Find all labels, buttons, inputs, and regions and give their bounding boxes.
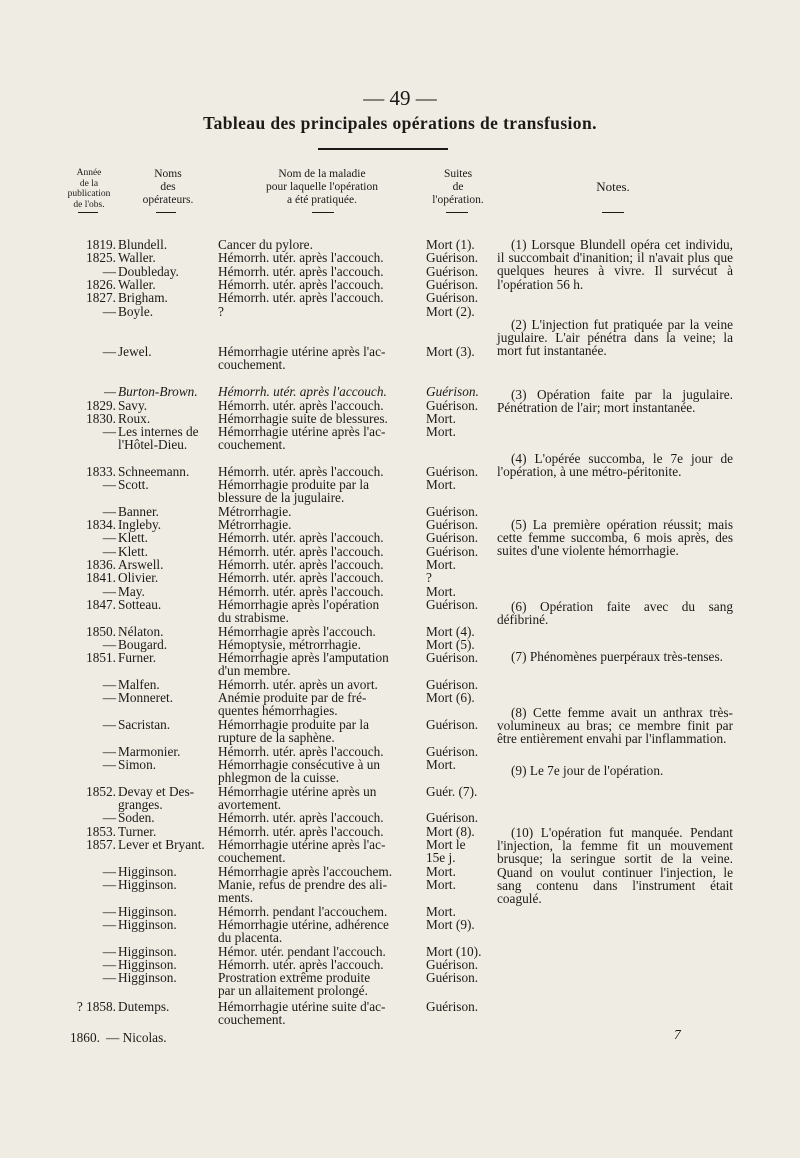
- table-result-cell: Guérison.: [426, 677, 479, 692]
- header-year: Année de la publication de l'obs.: [67, 168, 111, 210]
- table-disease-cell: Anémie produite par de fré- quentes hémorrhagies.: [218, 690, 367, 719]
- table-disease-cell: ?: [218, 304, 224, 319]
- table-name-cell: Higginson.: [118, 944, 177, 959]
- table-name-cell: Savy.: [118, 398, 148, 413]
- table-year-cell: —: [102, 584, 116, 599]
- table-name-cell: Malfen.: [118, 677, 160, 692]
- table-year-cell: —: [102, 757, 116, 772]
- table-result-cell: Guérison.: [426, 970, 479, 985]
- table-name-cell: Marmonier.: [118, 744, 181, 759]
- table-disease-cell: Hémorrh. utér. après l'accouch.: [218, 250, 384, 265]
- table-result-cell: Mort (1).: [426, 237, 475, 252]
- table-year-cell: 1847.: [86, 597, 116, 612]
- table-result-cell: Mort.: [426, 864, 456, 879]
- table-name-cell: Les internes de l'Hôtel-Dieu.: [118, 424, 199, 453]
- table-result-cell: Mort.: [426, 411, 456, 426]
- table-name-cell: Klett.: [118, 544, 148, 559]
- table-year-cell: —: [102, 477, 116, 492]
- table-year-cell: —: [102, 424, 116, 439]
- table-disease-cell: Hémoptysie, métrorrhagie.: [218, 637, 361, 652]
- table-year-cell: 1851.: [86, 650, 116, 665]
- table-year-cell: —: [102, 970, 116, 985]
- table-result-cell: Guérison.: [426, 530, 479, 545]
- table-year-cell: —: [102, 344, 116, 359]
- table-disease-cell: Manie, refus de prendre des ali- ments.: [218, 877, 388, 906]
- table-year-cell: 1819.: [86, 237, 116, 252]
- table-name-cell: Schneemann.: [118, 464, 190, 479]
- table-result-cell: Mort le 15e j.: [426, 837, 466, 866]
- table-disease-cell: Hémorrhagie suite de blessures.: [218, 411, 388, 426]
- table-disease-cell: Hémorrhagie utérine suite d'ac- couchement.: [218, 999, 386, 1028]
- table-name-cell: Simon.: [118, 757, 157, 772]
- table-disease-cell: Hémorrh. utér. après l'accouch.: [218, 810, 384, 825]
- table-result-cell: Mort.: [426, 424, 456, 439]
- table-year-cell: —: [102, 304, 116, 319]
- table-name-cell: May.: [118, 584, 145, 599]
- table-year-cell: —: [102, 957, 116, 972]
- table-name-cell: Higginson.: [118, 904, 177, 919]
- footer-year: 1860.: [70, 1030, 100, 1045]
- table-name-cell: Boyle.: [118, 304, 154, 319]
- table-year-cell: —: [102, 544, 116, 559]
- header-dash: [156, 212, 176, 213]
- table-result-cell: Mort.: [426, 477, 456, 492]
- table-disease-cell: Hémorrh. utér. après l'accouch.: [218, 398, 384, 413]
- table-disease-cell: Hémorrh. utér. après l'accouch.: [218, 584, 384, 599]
- table-result-cell: Guérison.: [426, 264, 479, 279]
- table-disease-cell: Hémorrhagie produite par la rupture de la saphène.: [218, 717, 370, 746]
- table-result-cell: Mort.: [426, 877, 456, 892]
- table-name-cell: Dutemps.: [118, 999, 170, 1014]
- page-number: — 49 —: [363, 86, 437, 110]
- table-year-cell: —: [102, 690, 116, 705]
- table-disease-cell: Métrorrhagie.: [218, 504, 292, 519]
- table-result-cell: Mort (4).: [426, 624, 475, 639]
- table-year-cell: 1841.: [86, 570, 116, 585]
- table-name-cell: Bougard.: [118, 637, 168, 652]
- table-disease-cell: Hémorrh. utér. après l'accouch.: [218, 557, 384, 572]
- table-year-cell: —: [102, 810, 116, 825]
- table-result-cell: ?: [426, 570, 432, 585]
- table-year-cell: —: [102, 917, 116, 932]
- header-names: Noms des opérateurs.: [142, 168, 194, 206]
- table-result-cell: Guérison.: [426, 504, 479, 519]
- table-result-cell: Guérison.: [426, 810, 479, 825]
- table-result-cell: Mort (9).: [426, 917, 475, 932]
- table-result-cell: Guérison.: [426, 384, 479, 399]
- table-disease-cell: Hémorrhagie consécutive à un phlegmon de la cuisse.: [218, 757, 381, 786]
- table-disease-cell: Hémorrh. utér. après un avort.: [218, 677, 378, 692]
- table-name-cell: Furner.: [118, 650, 157, 665]
- table-name-cell: Banner.: [118, 504, 159, 519]
- table-disease-cell: Hémor. utér. pendant l'accouch.: [218, 944, 386, 959]
- table-result-cell: Guérison.: [426, 277, 479, 292]
- table-result-cell: Guérison.: [426, 717, 479, 732]
- table-result-cell: Mort.: [426, 757, 456, 772]
- note-3: (3) Opération faite par la jugulaire. Pénétration de l'air; mort instantanée.: [497, 387, 733, 416]
- table-disease-cell: Hémorrh. utér. après l'accouch.: [218, 464, 384, 479]
- table-year-cell: 1825.: [86, 250, 116, 265]
- header-result: Suites de l'opération.: [432, 168, 484, 206]
- table-disease-cell: Hémorrh. pendant l'accouchem.: [218, 904, 388, 919]
- table-result-cell: Guérison.: [426, 250, 479, 265]
- table-disease-cell: Hémorrhagie utérine, adhérence du placenta.: [218, 917, 389, 946]
- table-year-cell: 1829.: [86, 398, 116, 413]
- note-7: (7) Phénomènes puerpéraux très-tenses.: [511, 649, 723, 664]
- table-result-cell: Guérison.: [426, 464, 479, 479]
- table-year-cell: —: [102, 504, 116, 519]
- table-year-cell: 1833.: [86, 464, 116, 479]
- table-disease-cell: Cancer du pylore.: [218, 237, 313, 252]
- table-year-cell: —: [104, 384, 116, 399]
- table-result-cell: Guérison.: [426, 999, 479, 1014]
- table-name-cell: Brigham.: [118, 290, 168, 305]
- table-disease-cell: Hémorrh. utér. après l'accouch.: [218, 277, 384, 292]
- header-dash: [602, 212, 624, 213]
- table-name-cell: Higginson.: [118, 877, 177, 892]
- note-5: (5) La première opération réussit; mais cette femme succomba, 6 mois après, des suites d'une violente hémorrhagie.: [497, 517, 733, 559]
- table-year-cell: —: [102, 530, 116, 545]
- table-result-cell: Mort (2).: [426, 304, 475, 319]
- table-year-cell: 1852.: [86, 784, 116, 799]
- table-disease-cell: Hémorrhagie utérine après l'ac- couchement.: [218, 424, 386, 453]
- note-4: (4) L'opérée succomba, le 7e jour de l'opération, à une métro-péritonite.: [497, 451, 733, 480]
- table-name-cell: Scott.: [118, 477, 149, 492]
- table-disease-cell: Hémorrh. utér. après l'accouch.: [218, 957, 384, 972]
- header-dash: [446, 212, 468, 213]
- table-name-cell: Higginson.: [118, 917, 177, 932]
- footer-name: — Nicolas.: [106, 1030, 167, 1045]
- table-disease-cell: Hémorrhagie utérine après l'ac- couchement.: [218, 344, 386, 373]
- table-disease-cell: Hémorrh. utér. après l'accouch.: [218, 570, 384, 585]
- table-year-cell: 1827.: [86, 290, 116, 305]
- table-result-cell: Mort (6).: [426, 690, 475, 705]
- table-name-cell: Blundell.: [118, 237, 168, 252]
- note-6: (6) Opération faite avec du sang défibriné.: [497, 599, 733, 628]
- table-disease-cell: Hémorrhagie après l'opération du strabisme.: [218, 597, 380, 626]
- note-10: (10) L'opération fut manquée. Pendant l'injection, la femme fit un mouvement brusque; la seringue sortit de la veine. Quand on voulut continuer l'injection, le sang contenu dans l'instrument était coagulé.: [497, 825, 733, 907]
- table-name-cell: Turner.: [118, 824, 157, 839]
- header-dash: [312, 212, 334, 213]
- header-notes: Notes.: [596, 179, 630, 194]
- table-name-cell: Waller.: [118, 277, 156, 292]
- note-9: (9) Le 7e jour de l'opération.: [511, 763, 664, 778]
- table-disease-cell: Hémorrhagie produite par la blessure de la jugulaire.: [218, 477, 370, 506]
- table-result-cell: Guérison.: [426, 650, 479, 665]
- table-disease-cell: Prostration extrême produite par un allaitement prolongé.: [218, 970, 371, 999]
- table-result-cell: Mort (3).: [426, 344, 475, 359]
- table-name-cell: Sacristan.: [118, 717, 171, 732]
- table-year-cell: —: [102, 744, 116, 759]
- table-year-cell: 1826.: [86, 277, 116, 292]
- table-year-cell: 1836.: [86, 557, 116, 572]
- table-result-cell: Guérison.: [426, 544, 479, 559]
- table-name-cell: Soden.: [118, 810, 155, 825]
- title-rule: [318, 148, 448, 150]
- table-disease-cell: Hémorrhagie utérine après un avortement.: [218, 784, 377, 813]
- table-name-cell: Jewel.: [118, 344, 152, 359]
- table-disease-cell: Hémorrhagie après l'accouch.: [218, 624, 376, 639]
- table-year-cell: —: [102, 717, 116, 732]
- table-disease-cell: Hémorrhagie après l'amputation d'un membre.: [218, 650, 389, 679]
- table-year-cell: —: [102, 904, 116, 919]
- table-name-cell: Monneret.: [118, 690, 174, 705]
- table-year-cell: 1853.: [86, 824, 116, 839]
- table-result-cell: Mort.: [426, 584, 456, 599]
- table-name-cell: Devay et Des- granges.: [118, 784, 195, 813]
- table-name-cell: Higginson.: [118, 970, 177, 985]
- page-title: Tableau des principales opérations de transfusion.: [203, 113, 597, 133]
- table-year-cell: ? 1858.: [76, 999, 116, 1014]
- table-name-cell: Klett.: [118, 530, 148, 545]
- table-result-cell: Guérison.: [426, 957, 479, 972]
- table-year-cell: —: [102, 677, 116, 692]
- table-year-cell: —: [102, 877, 116, 892]
- table-name-cell: Arswell.: [118, 557, 164, 572]
- table-disease-cell: Hémorrhagie utérine après l'ac- couchement.: [218, 837, 386, 866]
- table-disease-cell: Hémorrh. utér. après l'accouch.: [218, 384, 387, 399]
- note-1: (1) Lorsque Blundell opéra cet individu, il succombait d'inanition; il n'avait plus que quelques heures à vivre. Il survécut à l'opération 56 h.: [497, 237, 733, 292]
- table-disease-cell: Hémorrh. utér. après l'accouch.: [218, 530, 384, 545]
- table-year-cell: 1857.: [86, 837, 116, 852]
- note-8: (8) Cette femme avait un anthrax très-volumineux au bras; ce membre finit par être entièrement envahi par l'inflammation.: [497, 705, 733, 747]
- table-result-cell: Guérison.: [426, 744, 479, 759]
- table-disease-cell: Hémorrh. utér. après l'accouch.: [218, 824, 384, 839]
- table-name-cell: Sotteau.: [118, 597, 162, 612]
- table-result-cell: Mort (10).: [426, 944, 482, 959]
- table-year-cell: —: [102, 637, 116, 652]
- table-result-cell: Guérison.: [426, 290, 479, 305]
- table-name-cell: Ingleby.: [118, 517, 162, 532]
- table-name-cell: Higginson.: [118, 864, 177, 879]
- header-disease: Nom de la maladie pour laquelle l'opération a été pratiquée.: [266, 168, 378, 206]
- table-year-cell: 1830.: [86, 411, 116, 426]
- table-name-cell: Doubleday.: [118, 264, 179, 279]
- table-name-cell: Waller.: [118, 250, 156, 265]
- table-name-cell: Higginson.: [118, 957, 177, 972]
- table-result-cell: Mort (5).: [426, 637, 475, 652]
- table-result-cell: Guérison.: [426, 597, 479, 612]
- table-result-cell: Guérison.: [426, 398, 479, 413]
- table-name-cell: Nélaton.: [118, 624, 164, 639]
- note-2: (2) L'injection fut pratiquée par la veine jugulaire. L'air pénétra dans la veine; la mort fut instantanée.: [497, 317, 733, 359]
- table-disease-cell: Hémorrh. utér. après l'accouch.: [218, 544, 384, 559]
- table-result-cell: Guérison.: [426, 517, 479, 532]
- table-year-cell: —: [102, 864, 116, 879]
- table-result-cell: Guér. (7).: [426, 784, 478, 799]
- table-result-cell: Mort.: [426, 557, 456, 572]
- table-year-cell: —: [102, 944, 116, 959]
- table-year-cell: 1834.: [86, 517, 116, 532]
- table-name-cell: Olivier.: [118, 570, 159, 585]
- table-year-cell: 1850.: [86, 624, 116, 639]
- table-name-cell: Roux.: [118, 411, 151, 426]
- table-disease-cell: Hémorrh. utér. après l'accouch.: [218, 290, 384, 305]
- table-year-cell: —: [102, 264, 116, 279]
- header-dash: [78, 212, 98, 213]
- table-disease-cell: Hémorrhagie après l'accouchem.: [218, 864, 393, 879]
- table-name-cell: Lever et Bryant.: [118, 837, 205, 852]
- table-result-cell: Mort.: [426, 904, 456, 919]
- table-disease-cell: Hémorrh. utér. après l'accouch.: [218, 264, 384, 279]
- table-name-cell: Burton-Brown.: [118, 384, 198, 399]
- signature-mark: 7: [674, 1027, 681, 1042]
- table-result-cell: Mort (8).: [426, 824, 475, 839]
- table-disease-cell: Métrorrhagie.: [218, 517, 292, 532]
- table-disease-cell: Hémorrh. utér. après l'accouch.: [218, 744, 384, 759]
